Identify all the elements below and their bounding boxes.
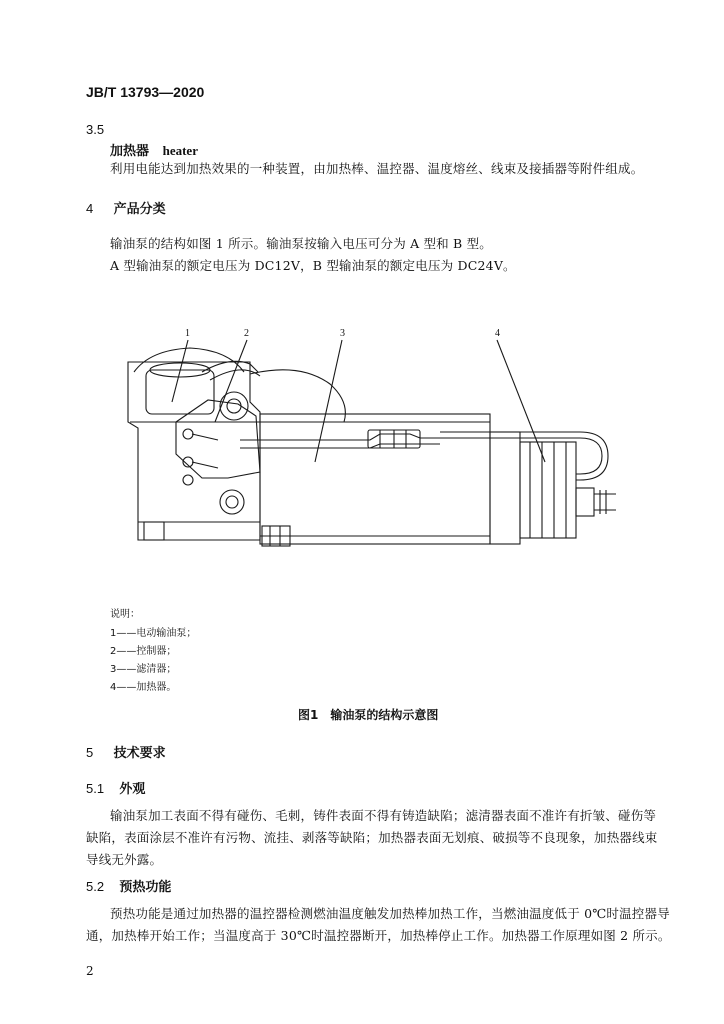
section-4-title: 产品分类 (113, 202, 166, 217)
page-number: 2 (86, 964, 94, 978)
heater (440, 432, 616, 544)
leader-4 (497, 340, 545, 462)
filter-canister (240, 370, 490, 544)
section-5-2-line-1: 预热功能是通过加热器的温控器检测燃油温度触发加热棒加热工作，当燃油温度低于 0℃时温控器导 (110, 906, 670, 921)
legend-item-1: 1——电动输油泵； (110, 628, 197, 639)
section-5-title: 技术要求 (113, 746, 166, 761)
figure1-caption: 图1 输油泵的结构示意图 (298, 708, 439, 722)
section-5-2-title: 预热功能 (119, 880, 172, 895)
standard-code-header: JB/T 13793—2020 (86, 84, 205, 100)
legend-item-4: 4——加热器。 (110, 682, 177, 693)
section-5-1-line-3: 导线无外露。 (86, 852, 163, 867)
section-4-para2: A 型输油泵的额定电压为 DC12V，B 型输油泵的额定电压为 DC24V。 (110, 258, 516, 273)
section-5-number: 5 (86, 745, 94, 760)
leader-2 (215, 340, 247, 422)
section-5-2-heading (86, 876, 171, 895)
term-en: heater (162, 143, 198, 158)
section-4-number: 4 (86, 201, 94, 216)
term-heading (110, 140, 198, 159)
section-5-heading (86, 742, 166, 761)
figure1-pump-drawing (110, 322, 630, 572)
legend-item-2: 2——控制器； (110, 646, 177, 657)
controller (176, 361, 260, 514)
callout-4: 4 (495, 328, 500, 339)
section-5-2-line-2: 通，加热棒开始工作；当温度高于 30℃时温控器断开，加热棒停止工作。加热器工作原理如图 2 所示。 (86, 928, 671, 943)
callout-3: 3 (340, 328, 345, 339)
section-3-5-number: 3.5 (86, 122, 105, 137)
section-5-2-number: 5.2 (86, 879, 105, 894)
term-cn: 加热器 (110, 144, 150, 159)
leader-3 (315, 340, 342, 462)
electric-pump-head (128, 348, 290, 546)
section-5-1-heading (86, 778, 145, 797)
section-5-1-line-1: 输油泵加工表面不得有碰伤、毛刺，铸件表面不得有铸造缺陷；滤清器表面不准许有折皱、碰伤等 (110, 808, 657, 823)
section-4-heading (86, 198, 166, 217)
section-4-para1: 输油泵的结构如图 1 所示。输油泵按输入电压可分为 A 型和 B 型。 (110, 236, 493, 251)
legend-title: 说明： (110, 609, 140, 620)
callout-2: 2 (244, 328, 249, 339)
section-5-1-number: 5.1 (86, 781, 105, 796)
term-definition: 利用电能达到加热效果的一种装置，由加热棒、温控器、温度熔丝、线束及接插器等附件组成。 (110, 161, 644, 176)
section-5-1-line-2: 缺陷，表面涂层不准许有污物、流挂、剥落等缺陷；加热器表面无划痕、破损等不良现象，加热器线束 (86, 830, 658, 845)
legend-item-3: 3——滤清器； (110, 664, 177, 675)
callout-1: 1 (185, 328, 190, 339)
section-5-1-title: 外观 (119, 782, 146, 797)
